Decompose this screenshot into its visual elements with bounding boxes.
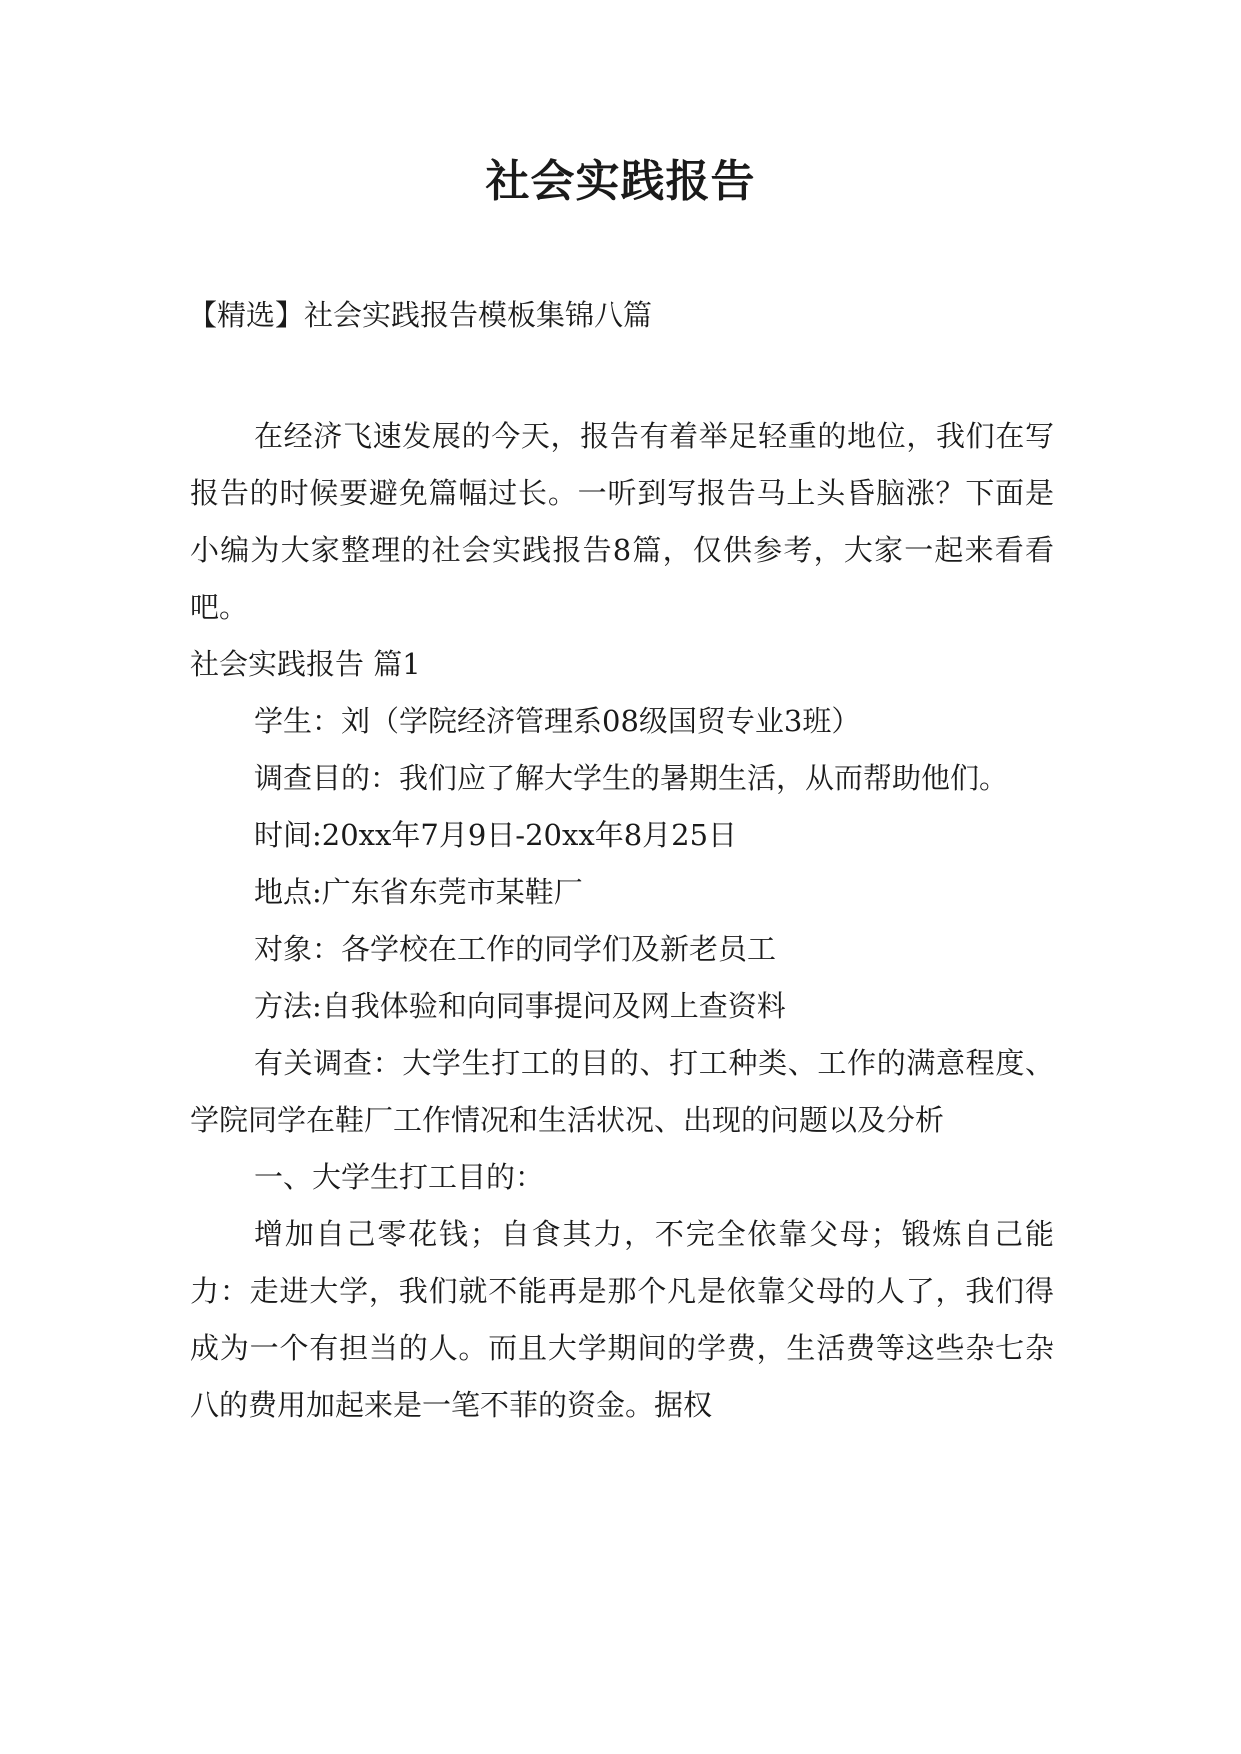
student-line: 学生：刘（学院经济管理系08级国贸专业3班） bbox=[254, 704, 861, 738]
document-subtitle: 【精选】社会实践报告模板集锦八篇 bbox=[188, 298, 653, 332]
subsection-heading: 一、大学生打工目的： bbox=[254, 1160, 545, 1194]
purpose-paragraph: 调查目的：我们应了解大学生的暑期生活，从而帮助他们。 bbox=[254, 761, 1009, 795]
time-line: 时间:20xx年7月9日-20xx年8月25日 bbox=[254, 818, 738, 852]
document-body bbox=[190, 408, 1054, 1434]
method-line: 方法:自我体验和向同事提问及网上查资料 bbox=[254, 989, 786, 1023]
section-heading: 社会实践报告 篇1 bbox=[190, 647, 421, 681]
intro-paragraph: 在经济飞速发展的今天，报告有着举足轻重的地位，我们在写报告的时候要避免篇幅过长。一听到写报告马上头昏脑涨？下面是小编为大家整理的社会实践报告8篇，仅供参考，大家一起来看看吧。 bbox=[190, 419, 1054, 624]
survey-paragraph: 有关调查：大学生打工的目的、打工种类、工作的满意程度、学院同学在鞋厂工作情况和生活状况、出现的问题以及分析 bbox=[190, 1046, 1054, 1137]
location-line: 地点:广东省东莞市某鞋厂 bbox=[254, 875, 583, 909]
body-paragraph: 增加自己零花钱；自食其力，不完全依靠父母；锻炼自己能力：走进大学，我们就不能再是那个凡是依靠父母的人了，我们得成为一个有担当的人。而且大学期间的学费，生活费等这些杂七杂八的费用加起来是一笔不菲的资金。据权 bbox=[190, 1217, 1054, 1422]
document-title: 社会实践报告 bbox=[485, 156, 756, 207]
subjects-line: 对象：各学校在工作的同学们及新老员工 bbox=[254, 932, 777, 966]
